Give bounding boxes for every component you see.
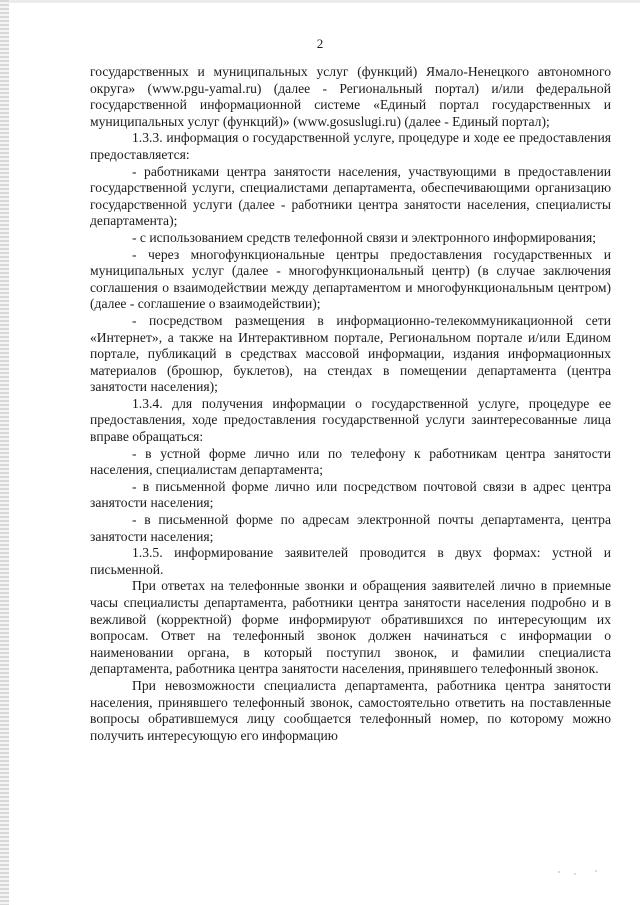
page-number: 2 — [316, 36, 324, 51]
paragraph: 1.3.5. информирование заявителей проводится в двух формах: устной и письменной. — [90, 545, 611, 577]
paragraph: - с использованием средств телефонной связи и электронного информирования; — [132, 229, 597, 245]
paragraph: - в устной форме лично или по телефону к работникам центра занятости населения, специалистам департамента; — [90, 445, 611, 478]
scan-specks — [554, 868, 614, 878]
paragraph: При невозможности специалиста департамента, работника центра занятости населения, принявшего телефонный звонок, самостоятельно ответить на поставленные вопросы обратившемуся лицу сообщается телефонный номер, по которому можно получить интересующую его информацию — [90, 677, 611, 743]
document-body — [90, 64, 611, 744]
scan-edge — [0, 0, 9, 905]
paragraph: 1.3.4. для получения информации о государственной услуге, процедуре ее предоставления, ходе предоставления государственной услуги заинтересованные лица вправе обращаться: — [90, 395, 611, 445]
paragraph: При ответах на телефонные звонки и обращения заявителей лично в приемные часы специалисты департамента, работники центра занятости населения подробно и в вежливой (корректной) форме информируют обратившихся по интересующим их вопросам. Ответ на телефонный звонок должен начинаться с информации о наименовании органа, в который поступил звонок, и фамилии специалиста департамента, работника центра занятости населения, принявшего телефонный звонок. — [90, 578, 611, 677]
scan-top-edge — [9, 0, 640, 3]
paragraph: 1.3.3. информация о государственной услуге, процедуре и ходе ее предоставления предоставляется: — [90, 130, 611, 162]
paragraph: - посредством размещения в информационно-телекоммуникационной сети «Интернет», а также на Интерактивном портале, Региональном портале и/или Едином портале, публикаций в средствах массовой информации, издания информационных материалов (брошюр, буклетов), на стендах в помещении департамента (центра занятости населения); — [90, 312, 611, 395]
paragraph: - через многофункциональные центры предоставления государственных и муниципальных услуг (далее - многофункциональный центр) (в случае заключения соглашения о взаимодействии между департаментом и многофункциональным центром) (далее - соглашение о взаимодействии); — [90, 246, 611, 312]
paragraph: - работниками центра занятости населения, участвующими в предоставлении государственной услуги, специалистами департамента, обеспечивающими организацию государственной услуги (далее - работники центра занятости населения, специалисты департамента); — [90, 163, 611, 229]
paragraph: - в письменной форме лично или посредством почтовой связи в адрес центра занятости населения; — [90, 478, 611, 511]
paragraph: - в письменной форме по адресам электронной почты департамента, центра занятости населения; — [90, 512, 611, 544]
paragraph: государственных и муниципальных услуг (функций) Ямало-Ненецкого автономного округа» (www.pgu-yamal.ru) (далее - Региональный портал) и/или федеральной государственной информационной системе «Единый портал государственных и муниципальных услуг (функций)» (www.gosuslugi.ru) (далее - Единый портал); — [90, 64, 611, 129]
